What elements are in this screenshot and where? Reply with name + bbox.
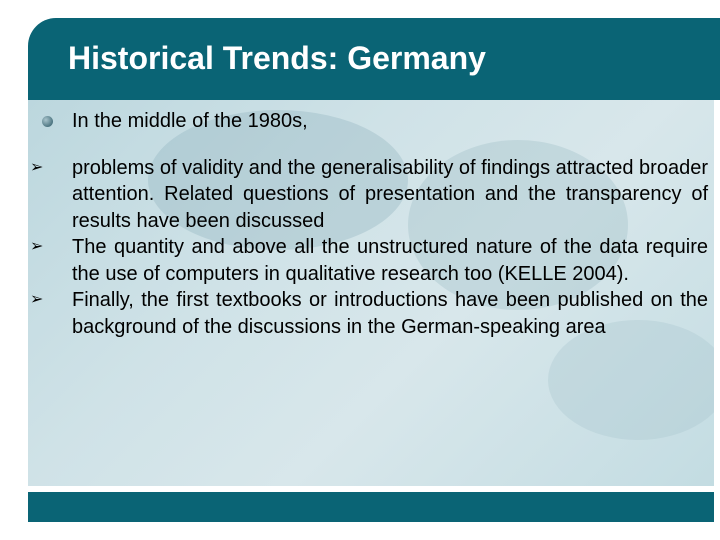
slide-title: Historical Trends: Germany [68, 40, 486, 76]
list-item-text: The quantity and above all the unstructured nature of the data require the use of computers in qualitative research too (KELLE 2004). [72, 236, 708, 285]
arrow-bullet-icon: ➢ [30, 291, 44, 308]
list-item [30, 155, 708, 235]
intro-text: In the middle of the 1980s, [72, 110, 308, 132]
list-item-text: Finally, the first textbooks or introductions have been published on the background of the discussions in the German-speaking area [72, 289, 708, 338]
footer-bar [28, 492, 714, 522]
round-dot-icon [42, 116, 53, 127]
intro-line [72, 108, 708, 135]
bullet-list [30, 108, 708, 340]
list-item [30, 234, 708, 287]
arrow-bullet-icon: ➢ [30, 158, 44, 176]
list-item [30, 287, 708, 340]
arrow-bullet-icon: ➢ [30, 238, 44, 255]
list-item-text: problems of validity and the generalisability of findings attracted broader attention. Related questions of presentation and the transparency of results have been discussed [72, 156, 708, 232]
